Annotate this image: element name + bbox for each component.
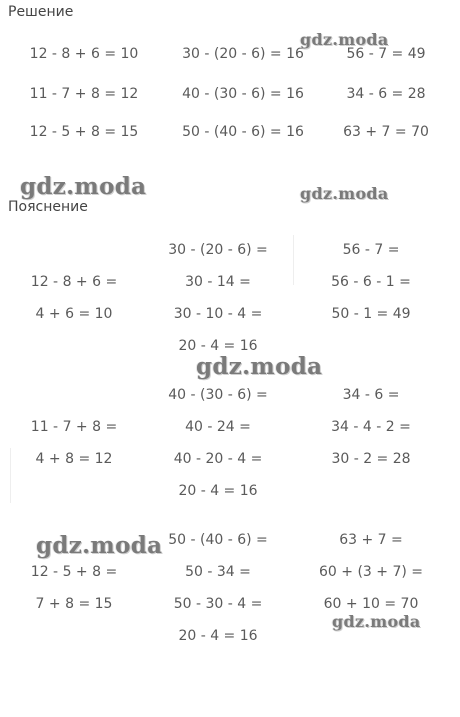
explanation-step: 60 + 10 = 70 [323,596,419,612]
solution-expr: 11 - 7 + 8 = 12 [29,86,139,102]
watermark-logo: gdz.moda [332,612,421,631]
explanation-step: 40 - (30 - 6) = [168,387,268,403]
solution-expr: 30 - (20 - 6) = 16 [182,46,304,62]
watermark-logo: gdz.moda [196,353,323,380]
explanation-step: 20 - 4 = 16 [178,338,258,354]
explanation-step: 7 + 8 = 15 [35,596,113,612]
explanation-step: 63 + 7 = [339,532,403,548]
explanation-step: 12 - 8 + 6 = [30,274,118,290]
watermark-logo: gdz.moda [300,184,389,203]
explanation-step: 50 - 34 = [185,564,251,580]
solution-expr: 12 - 8 + 6 = 10 [29,46,139,62]
watermark-logo: gdz.moda [20,173,147,200]
explanation-step: 30 - 2 = 28 [331,451,411,467]
explanation-step: 40 - 20 - 4 = [173,451,263,467]
solution-expr: 56 - 7 = 49 [346,46,426,62]
solution-expr: 34 - 6 = 28 [346,86,426,102]
solution-expr: 50 - (40 - 6) = 16 [182,124,304,140]
explanation-step: 4 + 8 = 12 [35,451,113,467]
explanation-step: 60 + (3 + 7) = [319,564,423,580]
column-divider [10,448,11,503]
explanation-step: 56 - 6 - 1 = [331,274,411,290]
explanation-step: 20 - 4 = 16 [178,483,258,499]
watermark-logo: gdz.moda [300,30,389,49]
explanation-step: 20 - 4 = 16 [178,628,258,644]
explanation-step: 56 - 7 = [342,242,400,258]
watermark-logo: gdz.moda [36,532,163,559]
explanation-step: 30 - (20 - 6) = [168,242,268,258]
explanation-step: 30 - 10 - 4 = [173,306,263,322]
solution-expr: 40 - (30 - 6) = 16 [182,86,304,102]
explanation-step: 50 - 30 - 4 = [173,596,263,612]
explanation-step: 12 - 5 + 8 = [30,564,118,580]
explanation-heading: Пояснение [8,199,88,215]
explanation-step: 50 - 1 = 49 [331,306,411,322]
solution-expr: 12 - 5 + 8 = 15 [29,124,139,140]
explanation-step: 30 - 14 = [185,274,251,290]
explanation-step: 50 - (40 - 6) = [168,532,268,548]
solution-heading: Решение [8,4,74,20]
explanation-step: 34 - 6 = [342,387,400,403]
column-divider [293,235,294,285]
explanation-step: 4 + 6 = 10 [35,306,113,322]
explanation-step: 34 - 4 - 2 = [331,419,411,435]
explanation-step: 11 - 7 + 8 = [30,419,118,435]
solution-expr: 63 + 7 = 70 [343,124,429,140]
explanation-step: 40 - 24 = [185,419,251,435]
